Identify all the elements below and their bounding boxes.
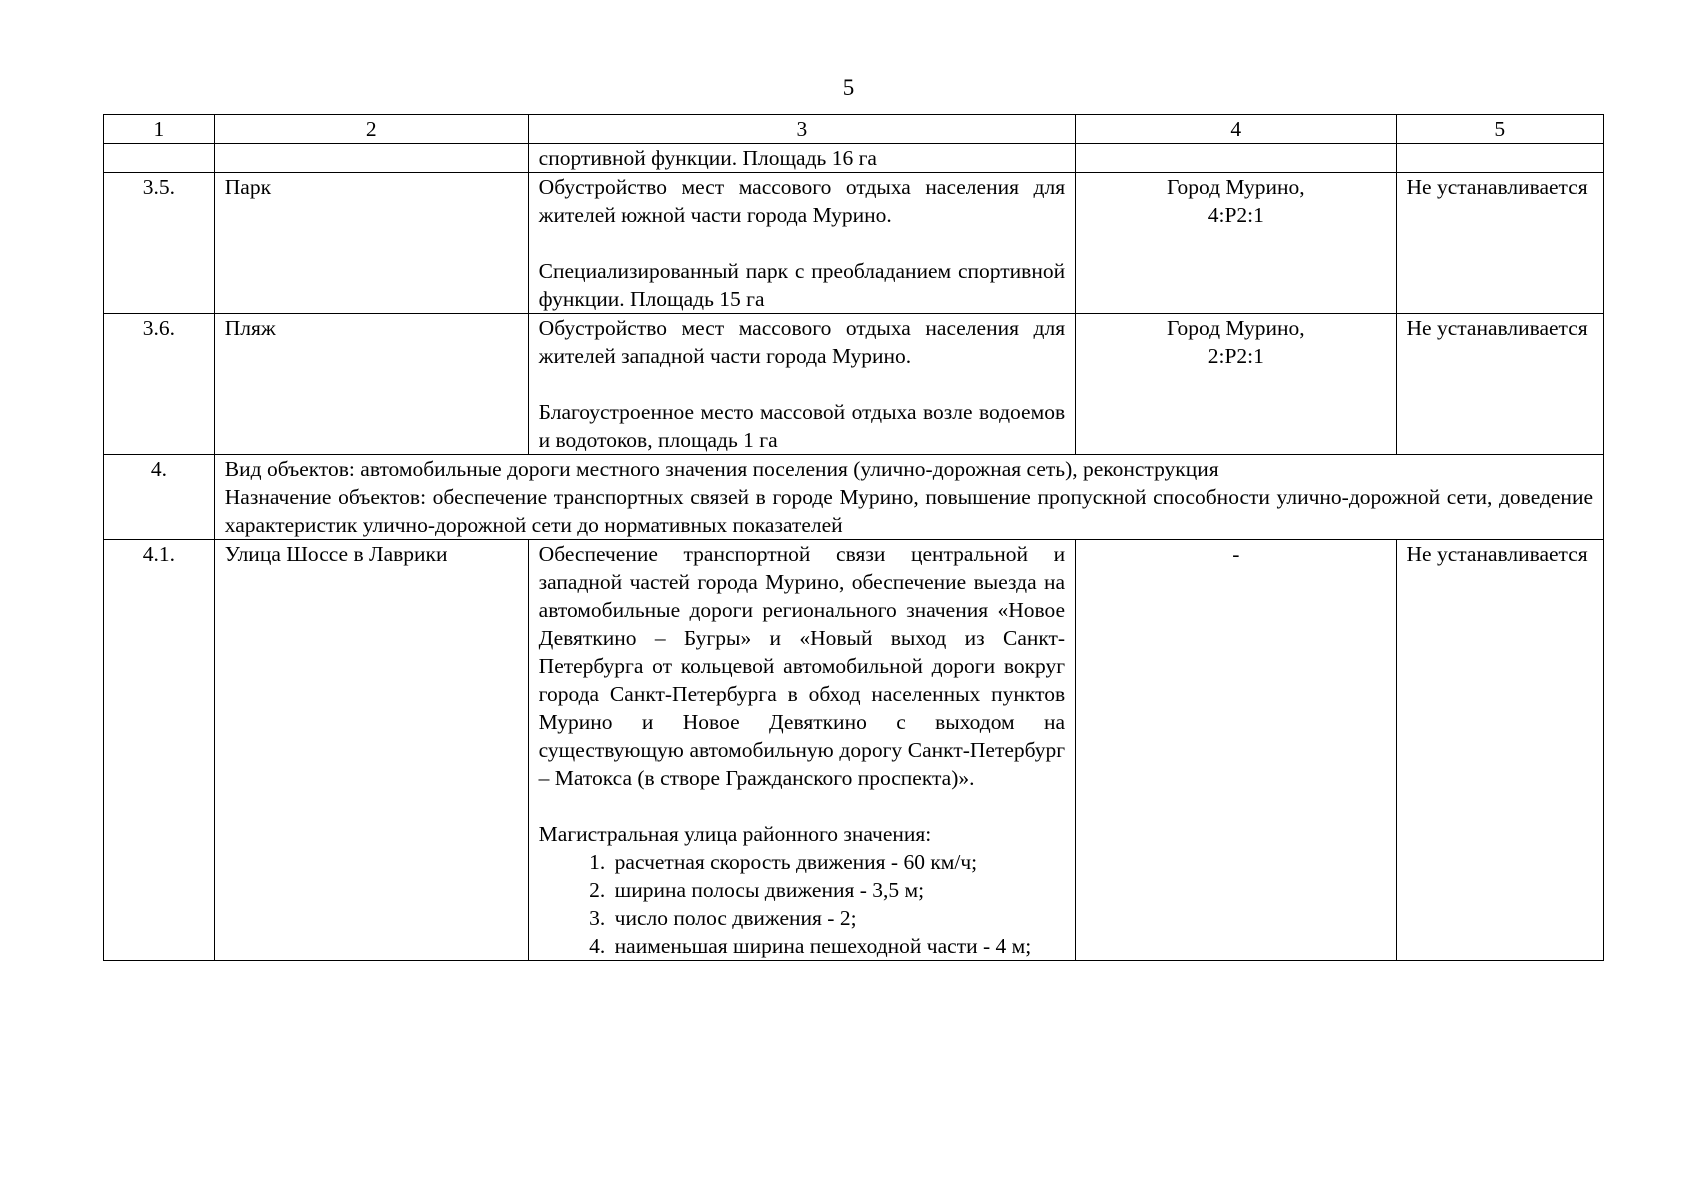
column-header-4: 4	[1076, 115, 1396, 144]
location-line: Город Мурино,	[1166, 316, 1305, 340]
object-location: -	[1076, 540, 1396, 961]
row-number	[104, 144, 215, 173]
spec-title: Магистральная улица районного значения:	[538, 822, 932, 846]
spec-item: 3. число полос движения - 2;	[611, 904, 1065, 932]
table-row	[104, 540, 1604, 961]
object-description	[528, 173, 1075, 314]
description-paragraph: Обеспечение транспортной связи центральной и западной частей города Мурино, обеспечение выезда на автомобильные дороги регионального значения «Новое Девяткино – Бугры» и «Новый выход из Санкт-Петербурга от кольцевой автомобильной дороги вокруг города Санкт-Петербурга в обход населенных пунктов Мурино и Новое Девяткино с выходом на существующую автомобильную дорогу Санкт-Петербург – Матокса (в створе Гражданского проспекта)».	[538, 542, 1066, 790]
spec-item: 2. ширина полосы движения - 3,5 м;	[611, 876, 1065, 904]
object-location	[1076, 144, 1396, 173]
object-location	[1076, 314, 1396, 455]
column-header-5: 5	[1396, 115, 1604, 144]
object-location	[1076, 173, 1396, 314]
column-header-2: 2	[214, 115, 528, 144]
section-description	[214, 455, 1603, 540]
description-paragraph: спортивной функции. Площадь 16 га	[538, 146, 877, 170]
description-paragraph: Обустройство мест массового отдыха населения для жителей западной части города Мурино.	[538, 316, 1066, 368]
row-number: 3.6.	[104, 314, 215, 455]
object-description	[528, 540, 1075, 961]
zone-cell: Не устанавливается	[1396, 314, 1604, 455]
location-line: Город Мурино,	[1166, 175, 1305, 199]
object-name: Улица Шоссе в Лаврики	[214, 540, 528, 961]
section-number: 4.	[104, 455, 215, 540]
zone-cell: Не устанавливается	[1396, 540, 1604, 961]
spec-item: 1. расчетная скорость движения - 60 км/ч;	[611, 848, 1065, 876]
object-description	[528, 314, 1075, 455]
column-header-1: 1	[104, 115, 215, 144]
table-header-row	[104, 115, 1604, 144]
section-row	[104, 455, 1604, 540]
row-number: 3.5.	[104, 173, 215, 314]
page-number: 5	[842, 75, 855, 100]
object-description	[528, 144, 1075, 173]
spec-list	[539, 848, 1065, 960]
description-paragraph: Обустройство мест массового отдыха населения для жителей южной части города Мурино.	[538, 175, 1066, 227]
row-number: 4.1.	[104, 540, 215, 961]
spec-item: 4. наименьшая ширина пешеходной части - 4 м;	[611, 932, 1065, 960]
location-line: 4:Р2:1	[1207, 203, 1264, 227]
section-type-line: Вид объектов: автомобильные дороги местного значения поселения (улично-дорожная сеть), реконструкция	[224, 457, 1219, 481]
zone-cell	[1396, 144, 1604, 173]
object-name	[214, 144, 528, 173]
objects-table	[103, 114, 1604, 961]
object-name: Пляж	[214, 314, 528, 455]
object-name: Парк	[214, 173, 528, 314]
description-paragraph: Благоустроенное место массовой отдыха возле водоемов и водотоков, площадь 1 га	[538, 400, 1066, 452]
location-line: 2:Р2:1	[1207, 344, 1264, 368]
table-row	[104, 314, 1604, 455]
description-paragraph: Специализированный парк с преобладанием спортивной функции. Площадь 15 га	[538, 259, 1066, 311]
table-row	[104, 173, 1604, 314]
table-row	[104, 144, 1604, 173]
column-header-3: 3	[528, 115, 1075, 144]
section-purpose-line: Назначение объектов: обеспечение транспортных связей в городе Мурино, повышение пропускной способности улично-дорожной сети, доведение характеристик улично-дорожной сети до нормативных показателей	[224, 485, 1593, 537]
zone-cell: Не устанавливается	[1396, 173, 1604, 314]
